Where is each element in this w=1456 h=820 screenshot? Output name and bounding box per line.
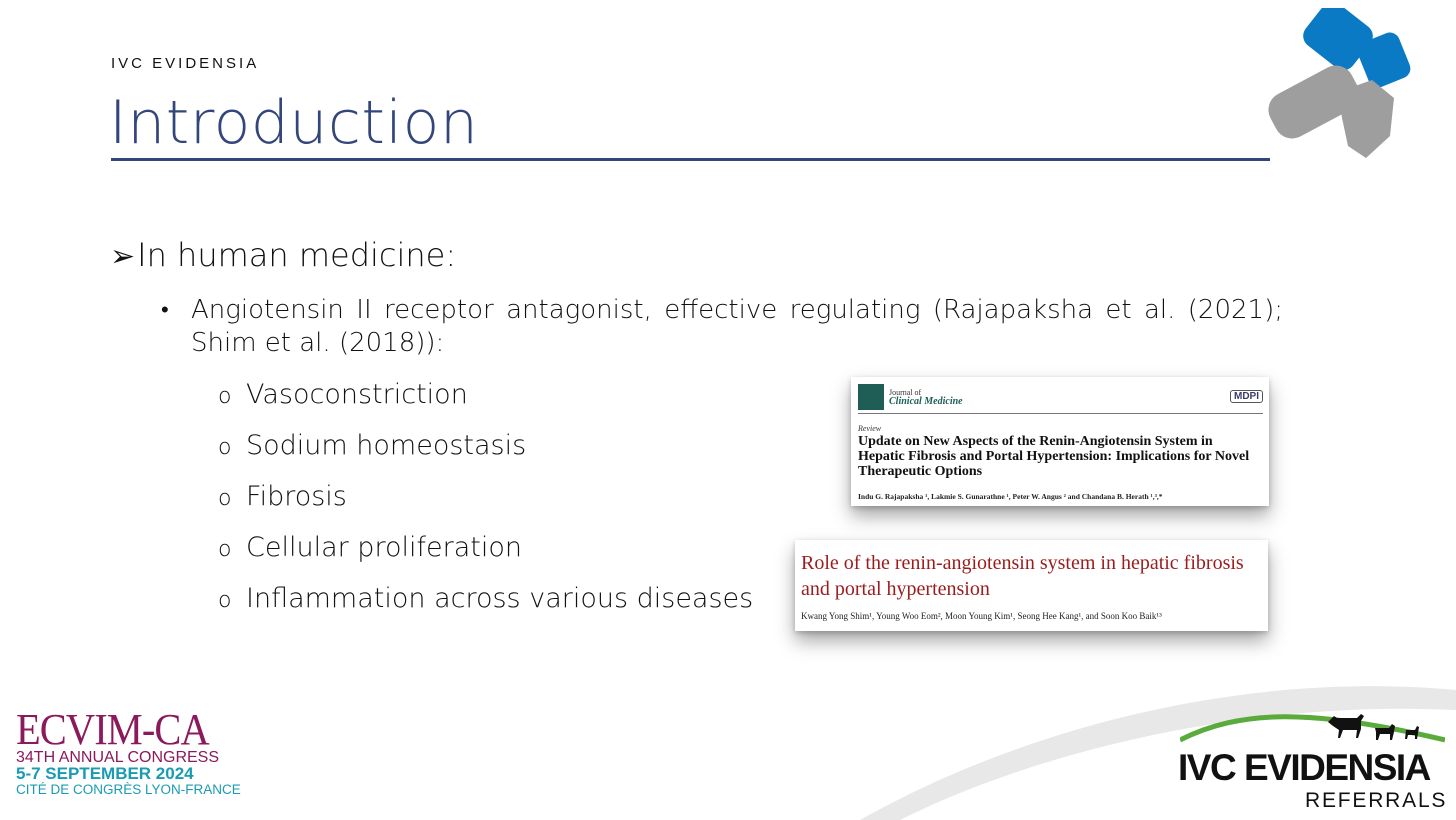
circle-bullet-icon: o bbox=[218, 588, 232, 613]
paper-clipping-shim bbox=[795, 540, 1268, 631]
journal-name: Clinical Medicine bbox=[889, 396, 963, 407]
sub-bullet-text: Inflammation across various diseases bbox=[246, 583, 754, 614]
article-type: Review bbox=[858, 424, 882, 433]
sub-bullet-text: Cellular proliferation bbox=[246, 532, 522, 563]
ivc-pet-cross-logo bbox=[1262, 8, 1422, 166]
sub-bullet-text: Fibrosis bbox=[246, 481, 347, 512]
ecvim-place: CITÉ DE CONGRÈS LYON-FRANCE bbox=[16, 782, 241, 797]
paper-authors: Kwang Yong Shim¹, Young Woo Eom², Moon Young Kim¹, Seong Hee Kang¹, and Soon Koo Baik¹³ bbox=[801, 611, 1162, 621]
sub-bullet-item bbox=[218, 580, 753, 631]
sub-bullet-item bbox=[218, 427, 753, 478]
circle-bullet-icon: o bbox=[218, 435, 232, 460]
paper-title: Role of the renin-angiotensin system in hepatic fibrosis and portal hypertension bbox=[801, 552, 1244, 600]
bullet-level2 bbox=[161, 294, 1283, 360]
journal-prefix: Journal of bbox=[889, 388, 922, 397]
sub-bullet-text: Sodium homeostasis bbox=[246, 430, 527, 461]
ecvim-congress-logo bbox=[16, 705, 241, 798]
mdpi-badge: MDPI bbox=[1230, 390, 1263, 403]
title-underline bbox=[111, 158, 1270, 161]
sub-bullet-item bbox=[218, 376, 753, 427]
bullet-level1 bbox=[110, 236, 456, 274]
paper-authors: Indu G. Rajapaksha ¹, Lakmie S. Gunarathne ¹, Peter W. Angus ² and Chandana B. Herath ¹,³,* bbox=[858, 492, 1163, 501]
circle-bullet-icon: o bbox=[218, 486, 232, 511]
bullet-level2-text: Angiotensin II receptor antagonist, effective regulating (Rajapaksha et al. (2021); Shim et al. (2018)): bbox=[191, 295, 1283, 358]
ecvim-dates: 5-7 SEPTEMBER 2024 bbox=[16, 764, 194, 783]
bullet-level1-text: In human medicine: bbox=[137, 236, 457, 274]
arrow-bullet-icon: ➢ bbox=[110, 239, 136, 274]
ecvim-congress: 34TH ANNUAL CONGRESS bbox=[16, 749, 220, 766]
ecvim-name: ECVIM-CA bbox=[16, 705, 209, 754]
slide-title: Introduction bbox=[109, 88, 479, 158]
circle-bullet-icon: o bbox=[218, 384, 232, 409]
paper-title: Update on New Aspects of the Renin-Angiotensin System in Hepatic Fibrosis and Portal Hypertension: Implications for Novel Therapeutic Options bbox=[858, 434, 1250, 479]
circle-bullet-icon: o bbox=[218, 537, 232, 562]
sub-bullet-list bbox=[218, 376, 753, 631]
journal-divider bbox=[858, 413, 1263, 414]
sub-bullet-item bbox=[218, 529, 753, 580]
paper-clipping-rajapaksha bbox=[851, 377, 1269, 506]
journal-stethoscope-icon bbox=[858, 384, 884, 410]
org-kicker: IVC EVIDENSIA bbox=[111, 55, 260, 72]
ivc-referrals-label: REFERRALS bbox=[1305, 789, 1448, 812]
sub-bullet-item bbox=[218, 478, 753, 529]
dot-bullet-icon: • bbox=[161, 298, 169, 323]
ivc-evidensia-wordmark: IVC EVIDENSIA bbox=[1178, 747, 1430, 788]
sub-bullet-text: Vasoconstriction bbox=[246, 379, 468, 410]
